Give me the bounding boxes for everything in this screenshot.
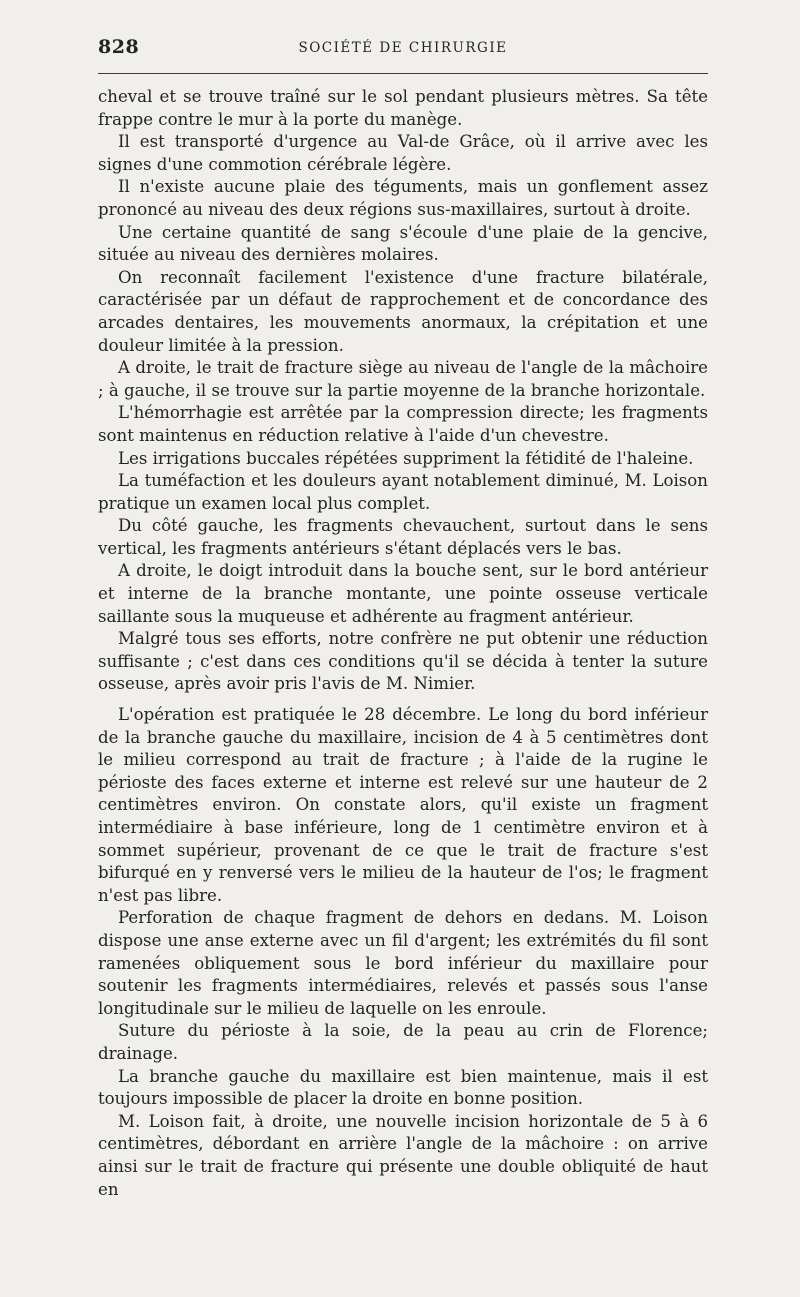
paragraph: cheval et se trouve traîné sur le sol pendant plusieurs mètres. Sa tête frappe contre le mur à la porte du manège. — [98, 87, 708, 129]
paragraph: Il n'existe aucune plaie des téguments, mais un gonflement assez prononcé au niveau des deux régions sus-maxillaires, surtout à droite. — [98, 177, 708, 219]
running-title: SOCIÉTÉ DE CHIRURGIE — [298, 40, 508, 56]
paragraph: A droite, le doigt introduit dans la bouche sent, sur le bord antérieur et interne de la branche montante, une pointe osseuse verticale saillante sous la muqueuse et adhérente au fragment antérieur. — [98, 561, 708, 626]
body-text — [98, 86, 708, 1201]
paragraph: Une certaine quantité de sang s'écoule d'une plaie de la gencive, située au niveau des dernières molaires. — [98, 222, 708, 265]
paragraph: On reconnaît facilement l'existence d'une fracture bilatérale, caractérisée par un défaut de rapprochement et de concordance des arcades dentaires, les mouvements anormaux, la crépitation et une douleur limitée à la pression. — [98, 267, 708, 355]
paragraph: Les irrigations buccales répétées suppriment la fétidité de l'haleine. — [118, 448, 694, 468]
page-header — [98, 36, 708, 60]
header-rule — [98, 73, 708, 74]
paragraph: A droite, le trait de fracture siège au niveau de l'angle de la mâchoire ; à gauche, il se trouve sur la partie moyenne de la branche horizontale. — [98, 358, 708, 400]
paragraph: Du côté gauche, les fragments chevauchent, surtout dans le sens vertical, les fragments antérieurs s'étant déplacés vers le bas. — [98, 516, 708, 558]
paragraph: Malgré tous ses efforts, notre confrère ne put obtenir une réduction suffisante ; c'est dans ces conditions qu'il se décida à tenter la suture osseuse, après avoir pris l'avis de M. Nimier. — [98, 629, 708, 694]
paragraph: Perforation de chaque fragment de dehors en dedans. M. Loison dispose une anse externe avec un fil d'argent; les extrémités du fil sont ramenées obliquement sous le bord inférieur du maxillaire pour soutenir les fragments intermédiaires, relevés et passés sous l'anse longitudinale sur le milieu de laquelle on les enroule. — [98, 908, 708, 1018]
paragraph: La tuméfaction et les douleurs ayant notablement diminué, M. Loison pratique un examen local plus complet. — [98, 471, 708, 513]
paragraph: L'hémorrhagie est arrêtée par la compression directe; les fragments sont maintenus en réduction relative à l'aide d'un chevestre. — [98, 403, 708, 445]
paragraph: L'opération est pratiquée le 28 décembre. Le long du bord inférieur de la branche gauche du maxillaire, incision de 4 à 5 centimètres dont le milieu correspond au trait de fracture ; à l'aide de la rugine le périoste des faces externe et interne est relevé sur une hauteur de 2 centimètres environ. On constate alors, qu'il existe un fragment intermédiaire à base inférieure, long de 1 centimètre environ et à sommet supérieur, provenant de ce que le trait de fracture s'est bifurqué en y renversé vers le milieu de la hauteur de l'os; le fragment n'est pas libre. — [98, 705, 708, 905]
paragraph: Il est transporté d'urgence au Val-de Grâce, où il arrive avec les signes d'une commotion cérébrale légère. — [98, 132, 708, 174]
paragraph: M. Loison fait, à droite, une nouvelle incision horizontale de 5 à 6 centimètres, débordant en arrière l'angle de la mâchoire : on arrive ainsi sur le trait de fracture qui présente une double obliquité de haut en — [98, 1111, 708, 1199]
paragraph: La branche gauche du maxillaire est bien maintenue, mais il est toujours impossible de placer la droite en bonne position. — [98, 1066, 708, 1109]
paragraph: Suture du périoste à la soie, de la peau au crin de Florence; drainage. — [98, 1021, 708, 1063]
page-number: 828 — [98, 36, 140, 58]
